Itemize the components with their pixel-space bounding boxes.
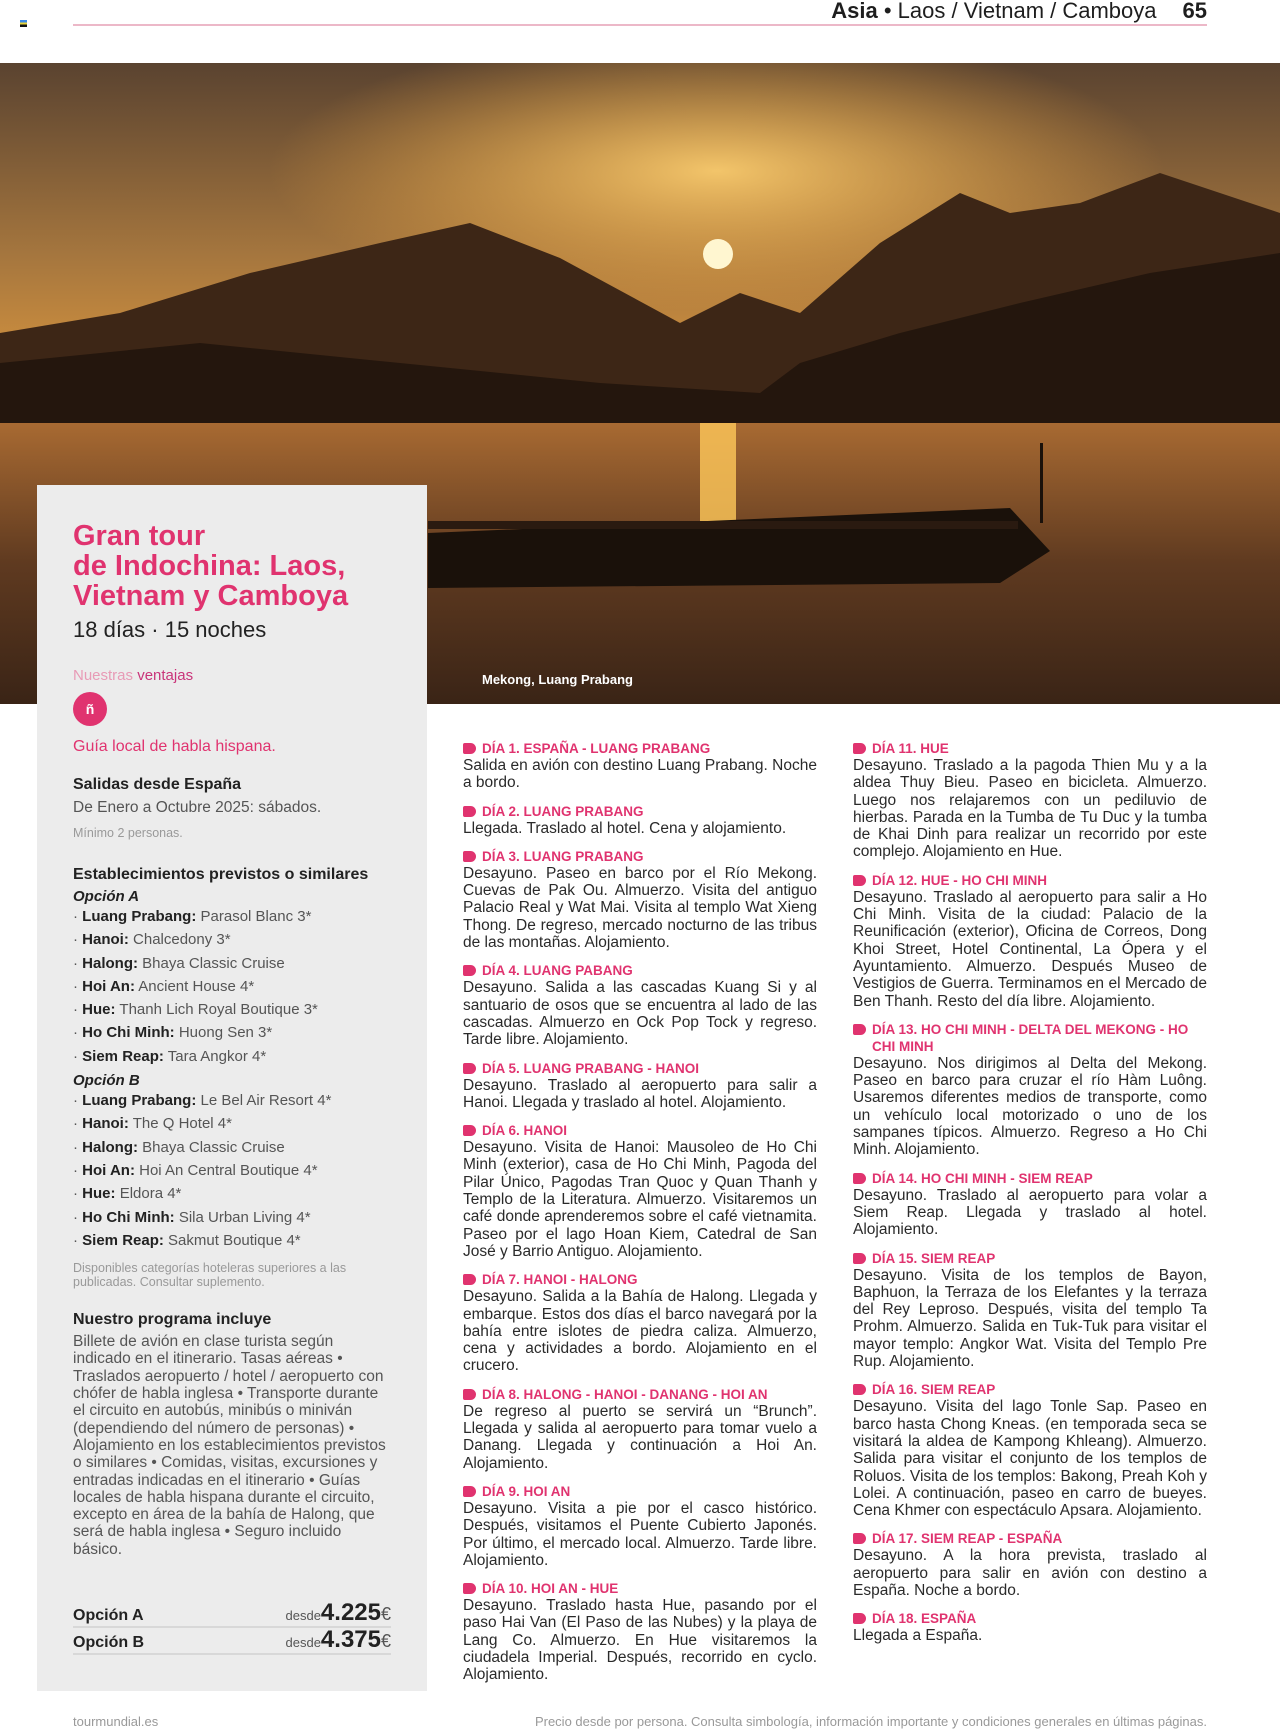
tour-title-line: Vietnam y Camboya <box>73 580 349 612</box>
itinerary-day <box>463 1483 817 1569</box>
day-heading <box>853 1610 1207 1627</box>
day-title: DÍA 15. SIEM REAP <box>872 1250 996 1266</box>
page-header: Asia • Laos / Vietnam / Camboya 65 <box>831 0 1207 23</box>
departures-text: De Enero a Octubre 2025: sábados. <box>73 799 322 816</box>
footer-website: tourmundial.es <box>73 1714 159 1729</box>
day-description: Desayuno. Salida a las cascadas Kuang Si y al santuario de osos que se encuentra al lado de las cascadas. Almuerzo en Ock Pop Tock y regreso. Tarde libre. Alojamiento. <box>463 979 817 1049</box>
day-description: Desayuno. Paseo en barco por el Río Mekong. Cuevas de Pak Ou. Almuerzo. Visita del antiguo Palacio Real y Wat Mai. Visita al templo Wat Xieng Thong. De regreso, mercado nocturno de las tribus de las montañas. Alojamiento. <box>463 864 817 952</box>
hotel-item: · Luang Prabang: Le Bel Air Resort 4* <box>73 1092 332 1110</box>
day-title: DÍA 11. HUE <box>872 741 949 756</box>
day-marker-icon <box>853 1533 866 1544</box>
day-description: Desayuno. Visita del lago Tonle Sap. Paseo en barco hasta Chong Kneas. (en temporada seca se visitará la aldea de Kampong Khleang). Almuerzo. Salida para visitar el conjunto de los templos de Roluos. Visita de los templos: Bakong, Preah Koh y Lolei. A continuación, paseo en carro de bueyes. Cena Khmer con espectáculo Apsara. Alojamiento. <box>853 1398 1207 1520</box>
hotel-item: · Hanoi: Chalcedony 3* <box>73 931 231 949</box>
price-row <box>73 1628 391 1655</box>
day-description: Desayuno. A la hora prevista, traslado al aeropuerto para salir en avión con destino a España. Noche a bordo. <box>853 1547 1207 1599</box>
day-heading <box>853 1170 1207 1187</box>
price-amount: 4.225 <box>320 1599 381 1626</box>
price-prefix: desde <box>285 1635 321 1650</box>
print-registration-mark <box>20 20 27 27</box>
hotel-option-label: Opción B <box>73 1072 140 1090</box>
tour-title-line: Gran tour <box>73 520 206 552</box>
price-value <box>286 1628 392 1652</box>
hotel-name: Eldora 4* <box>119 1185 182 1203</box>
hotel-place: Halong: <box>82 1138 138 1156</box>
day-marker-icon <box>853 1253 866 1264</box>
day-heading <box>463 803 817 820</box>
spanish-guide-speech-icon: ñ <box>73 692 107 726</box>
itinerary-day <box>853 1021 1207 1159</box>
itinerary-column-2 <box>853 740 1207 1656</box>
day-marker-icon <box>463 1125 476 1136</box>
hotel-place: Hue: <box>82 1185 116 1203</box>
itinerary-day <box>463 1122 817 1260</box>
day-heading <box>463 740 817 757</box>
prices-table <box>73 1601 391 1655</box>
hotel-place: Hue: <box>82 1001 116 1019</box>
tour-info-panel <box>37 485 427 1691</box>
day-marker-icon <box>853 1173 866 1184</box>
day-heading <box>463 1386 817 1403</box>
itinerary-day <box>463 740 817 792</box>
advantages-heading <box>73 667 391 684</box>
day-heading <box>463 1271 817 1288</box>
hotel-item: · Halong: Bhaya Classic Cruise <box>73 954 285 972</box>
hotel-item: · Ho Chi Minh: Sila Urban Living 4* <box>73 1208 311 1226</box>
day-marker-icon <box>463 965 476 976</box>
day-heading <box>463 848 817 865</box>
hotel-item: · Hue: Eldora 4* <box>73 1185 182 1203</box>
minimum-persons: Mínimo 2 personas. <box>73 826 183 840</box>
day-description: Desayuno. Visita a pie por el casco histórico. Después, visitamos el Puente Cubierto Japonés. Por último, el mercado local. Almuerzo. Tarde libre. Alojamiento. <box>463 1499 817 1569</box>
itinerary-day <box>853 872 1207 1010</box>
price-currency: € <box>380 1631 391 1651</box>
price-value <box>286 1601 392 1625</box>
day-title: DÍA 1. ESPAÑA - LUANG PRABANG <box>482 741 711 756</box>
day-title: DÍA 10. HOI AN - HUE <box>482 1581 619 1597</box>
day-marker-icon <box>853 743 866 754</box>
hotels-note: Disponibles categorías hoteleras superiores a las publicadas. Consultar suplemento. <box>73 1261 347 1290</box>
hotel-item: · Ho Chi Minh: Huong Sen 3* <box>73 1024 273 1042</box>
header-region: Asia <box>831 0 878 23</box>
hotel-option-label: Opción A <box>73 888 140 905</box>
hotel-item: · Hoi An: Ancient House 4* <box>73 977 255 995</box>
price-currency: € <box>380 1604 391 1624</box>
tour-title <box>73 521 391 611</box>
hotel-name: Sila Urban Living 4* <box>178 1208 311 1226</box>
hotel-item: · Hoi An: Hoi An Central Boutique 4* <box>73 1161 318 1179</box>
day-heading <box>853 1381 1207 1398</box>
includes-text: Billete de avión en clase turista según indicado en el itinerario. Tasas aéreas • Traslados aeropuerto / hotel / aeropuerto con chófer de habla inglesa • Transporte durante el circuito en autobús, minibús o miniván (dependiendo del número de personas) • Alojamiento en los establecimientos previstos o similares • Comidas, visitas, excursiones y entradas indicadas en el itinerario • Guías locales de habla hispana durante el circuito, excepto en área de la bahía de Halong, que será de habla inglesa • Seguro incluido básico. <box>73 1333 386 1558</box>
hotel-place: Luang Prabang: <box>82 1092 197 1110</box>
day-marker-icon <box>853 1024 866 1035</box>
itinerary-day <box>463 1271 817 1374</box>
hotel-name: Ancient House 4* <box>138 977 255 995</box>
itinerary-column-1 <box>463 740 817 1695</box>
day-heading <box>853 1250 1207 1267</box>
day-title: DÍA 13. HO CHI MINH - DELTA DEL MEKONG - HO CHI MINH <box>872 1021 1189 1054</box>
hotel-name: Parasol Blanc 3* <box>200 908 312 925</box>
itinerary-day <box>463 848 817 951</box>
day-heading <box>463 1122 817 1139</box>
hotel-name: Bhaya Classic Cruise <box>142 954 285 972</box>
itinerary-day <box>853 1250 1207 1371</box>
day-heading <box>463 1580 817 1597</box>
header-rule <box>73 24 1207 26</box>
hotel-place: Siem Reap: <box>82 1047 164 1065</box>
price-row <box>73 1601 391 1628</box>
hotel-name: Hoi An Central Boutique 4* <box>139 1161 318 1179</box>
day-description: Desayuno. Traslado al aeropuerto para volar a Siem Reap. Llegada y traslado al hotel. Alojamiento. <box>853 1186 1207 1239</box>
page-number: 65 <box>1182 0 1207 23</box>
day-description: De regreso al puerto se servirá un “Brunch”. Llegada y salida al aeropuerto para tomar vuelo a Danang. Llegada y continuación a Hoi An. Alojamiento. <box>463 1402 817 1472</box>
advantages-prefix: Nuestras <box>73 667 134 684</box>
price-option-label: Opción B <box>73 1634 145 1651</box>
day-heading <box>463 1060 817 1077</box>
advantage-text: Guía local de habla hispana. <box>73 738 276 755</box>
hotel-place: Hanoi: <box>82 1115 129 1133</box>
day-marker-icon <box>463 1486 476 1497</box>
hotel-item: · Siem Reap: Tara Angkor 4* <box>73 1047 267 1065</box>
hotel-name: Bhaya Classic Cruise <box>142 1138 285 1156</box>
hotel-place: Ho Chi Minh: <box>82 1024 175 1042</box>
itinerary-day <box>853 1170 1207 1239</box>
day-title: DÍA 2. LUANG PRABANG <box>482 803 644 819</box>
day-title: DÍA 14. HO CHI MINH - SIEM REAP <box>872 1170 1093 1186</box>
hotel-place: Hoi An: <box>82 977 135 995</box>
day-title: DÍA 4. LUANG PABANG <box>482 963 633 979</box>
day-description: Desayuno. Traslado al aeropuerto para salir a Hanoi. Llegada y traslado al hotel. Alojamiento. <box>463 1076 817 1111</box>
day-title: DÍA 9. HOI AN <box>482 1483 571 1499</box>
photo-caption: Mekong, Luang Prabang <box>482 672 633 687</box>
day-description: Desayuno. Salida a la Bahía de Halong. Llegada y embarque. Estos dos días el barco navegará por la bahía entre islotes de piedra caliza. Almuerzo, cena y actividades a bordo. Alojamiento en el crucero. <box>463 1288 817 1375</box>
day-description: Desayuno. Visita de Hanoi: Mausoleo de Ho Chi Minh (exterior), casa de Ho Chi Minh, Pagoda del Pilar Único, Pagodas Tran Quoc y Quan Thanh y Templo de la Literatura. Almuerzo. Visitaremos un café donde aprenderemos sobre el café vietnamita. Paseo por el lago Hoan Kiem, Catedral de San José y Barrio Antiguo. Alojamiento. <box>463 1139 817 1260</box>
tour-duration: 18 días · 15 noches <box>73 617 267 642</box>
itinerary-day <box>463 803 817 837</box>
day-description: Desayuno. Visita de los templos de Bayon, Baphuon, la Terraza de los Elefantes y la terraza del Rey Leproso. Después, visita del templo Ta Prohm. Almuerzo. Salida en Tuk-Tuk para visitar el mayor templo: Angkor Wat. Visita del Templo Pre Rup. Alojamiento. <box>853 1266 1207 1371</box>
day-title: DÍA 8. HALONG - HANOI - DANANG - HOI AN <box>482 1386 768 1402</box>
hotels-heading: Establecimientos previstos o similares <box>73 866 369 883</box>
hotel-name: Chalcedony 3* <box>133 931 231 949</box>
hotel-place: Siem Reap: <box>82 1231 164 1249</box>
day-title: DÍA 17. SIEM REAP - ESPAÑA <box>872 1531 1063 1547</box>
day-description: Desayuno. Traslado hasta Hue, pasando por el paso Hai Van (El Paso de las Nubes) y la playa de Lang Co. Almuerzo. En Hue visitaremos la ciudadela Imperial. Después, recorrido en cyclo. Alojamiento. <box>463 1597 817 1684</box>
hotel-item: · Siem Reap: Sakmut Boutique 4* <box>73 1231 301 1249</box>
day-marker-icon <box>463 743 476 754</box>
day-marker-icon <box>463 1389 476 1400</box>
day-marker-icon <box>853 875 866 886</box>
day-heading <box>853 1530 1207 1547</box>
hotel-name: The Q Hotel 4* <box>132 1115 232 1133</box>
header-countries: Laos / Vietnam / Camboya <box>897 0 1157 23</box>
day-marker-icon <box>463 1063 476 1074</box>
itinerary-day <box>853 1530 1207 1599</box>
hotel-place: Halong: <box>82 954 138 972</box>
day-description: Salida en avión con destino Luang Prabang. Noche a bordo. <box>463 757 817 792</box>
day-heading <box>463 962 817 979</box>
itinerary-day <box>463 1060 817 1112</box>
departures-heading: Salidas desde España <box>73 776 242 793</box>
day-title: DÍA 7. HANOI - HALONG <box>482 1272 638 1288</box>
day-marker-icon <box>463 806 476 817</box>
day-marker-icon <box>463 1274 476 1285</box>
day-description: Desayuno. Traslado a la pagoda Thien Mu y a la aldea Thuy Bieu. Paseo en bicicleta. Almuerzo. Luego nos relajaremos con un pediluvio de hierbas. Parada en la Tumba de Tu Duc y la tumba de Khai Dinh para realizar un recorrido por este complejo. Alojamiento en Hue. <box>853 757 1207 861</box>
day-title: DÍA 3. LUANG PRABANG <box>482 848 644 864</box>
hotels-list <box>73 888 391 1252</box>
advantages-suffix: ventajas <box>137 667 194 684</box>
day-title: DÍA 18. ESPAÑA <box>872 1611 977 1627</box>
price-amount: 4.375 <box>320 1626 381 1653</box>
day-title: DÍA 16. SIEM REAP <box>872 1382 996 1398</box>
day-heading <box>853 740 1207 757</box>
day-title: DÍA 12. HUE - HO CHI MINH <box>872 872 1048 888</box>
day-heading <box>853 1021 1207 1055</box>
hotel-item: · Hue: Thanh Lich Royal Boutique 3* <box>73 1001 318 1019</box>
itinerary-day <box>463 1386 817 1472</box>
day-description: Desayuno. Nos dirigimos al Delta del Mekong. Paseo en barco para cruzar el río Hàm Luông. Usaremos diferentes medios de transporte, como un vehículo local motorizado o uno de los sampanes típicos. Almuerzo. Regreso a Ho Chi Minh. Alojamiento. <box>853 1054 1207 1159</box>
hotel-name: Tara Angkor 4* <box>167 1047 267 1065</box>
hotel-place: Hanoi: <box>82 931 129 949</box>
day-marker-icon <box>853 1613 866 1624</box>
hotel-name: Sakmut Boutique 4* <box>168 1231 301 1249</box>
day-title: DÍA 6. HANOI <box>482 1123 568 1139</box>
day-description: Llegada. Traslado al hotel. Cena y alojamiento. <box>463 819 787 837</box>
itinerary-day <box>853 1610 1207 1644</box>
itinerary-day <box>463 962 817 1048</box>
day-heading <box>853 872 1207 889</box>
hotel-item: · Halong: Bhaya Classic Cruise <box>73 1138 285 1156</box>
footer-note: Precio desde por persona. Consulta simbología, información importante y condiciones generales en últimas páginas. <box>534 1714 1207 1729</box>
price-prefix: desde <box>285 1608 321 1623</box>
hotel-item: · Luang Prabang: Parasol Blanc 3* <box>73 908 312 925</box>
itinerary-day <box>853 740 1207 861</box>
hotel-place: Ho Chi Minh: <box>82 1208 175 1226</box>
day-marker-icon <box>853 1384 866 1395</box>
day-heading <box>463 1483 817 1500</box>
itinerary-day <box>463 1580 817 1683</box>
day-description: Llegada a España. <box>853 1627 983 1645</box>
day-marker-icon <box>463 851 476 862</box>
hotel-place: Hoi An: <box>82 1161 135 1179</box>
hotel-place: Luang Prabang: <box>82 908 197 925</box>
day-description: Desayuno. Traslado al aeropuerto para salir a Ho Chi Minh. Visita de la ciudad: Palacio de la Reunificación (exterior), Oficina de Correos, Dong Khoi Street, Hotel Continental, La Ópera y el Ayuntamiento. Almuerzo. Después Museo de Vestigios de Guerra. Terminamos en el Mercado de Ben Thanh. Resto del día libre. Alojamiento. <box>853 888 1207 1010</box>
price-option-label: Opción A <box>73 1607 144 1624</box>
hotel-name: Huong Sen 3* <box>178 1024 273 1042</box>
includes-heading: Nuestro programa incluye <box>73 1311 272 1329</box>
hotel-name: Thanh Lich Royal Boutique 3* <box>119 1001 318 1019</box>
tour-title-line: de Indochina: Laos, <box>73 550 346 582</box>
hotel-item: · Hanoi: The Q Hotel 4* <box>73 1115 232 1133</box>
hotel-name: Le Bel Air Resort 4* <box>200 1092 332 1110</box>
day-title: DÍA 5. LUANG PRABANG - HANOI <box>482 1060 700 1076</box>
day-marker-icon <box>463 1583 476 1594</box>
itinerary-day <box>853 1381 1207 1519</box>
